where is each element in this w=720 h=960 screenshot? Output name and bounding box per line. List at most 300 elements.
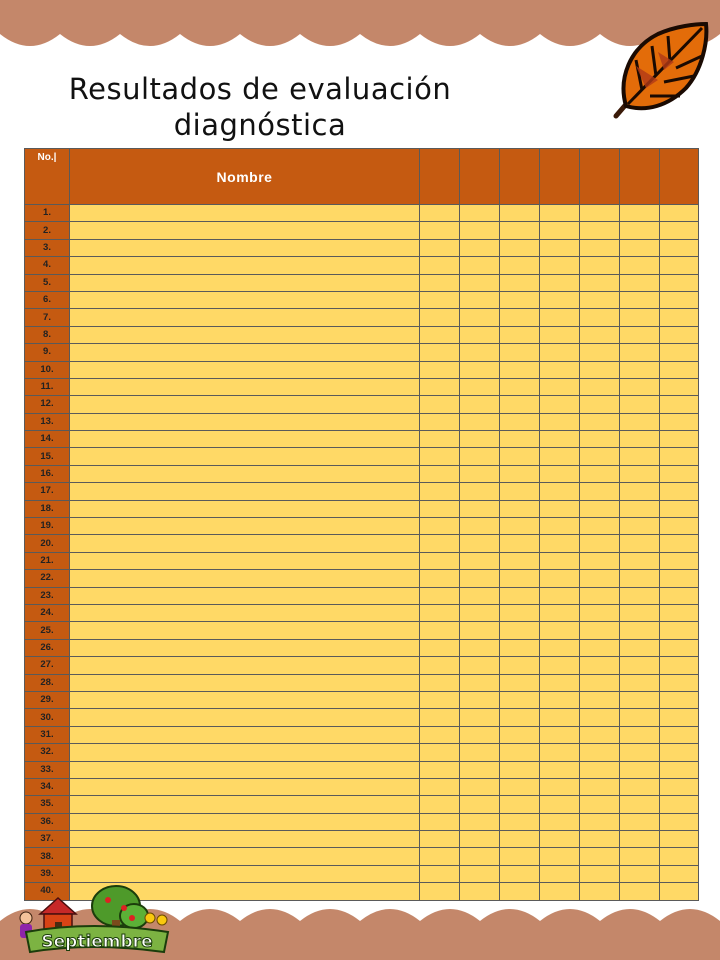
result-cell[interactable] [540,483,580,500]
result-cell[interactable] [580,448,620,465]
name-cell[interactable] [70,326,420,343]
result-cell[interactable] [420,344,460,361]
name-cell[interactable] [70,465,420,482]
result-cell[interactable] [620,622,660,639]
result-cell[interactable] [420,326,460,343]
result-cell[interactable] [580,848,620,865]
name-cell[interactable] [70,761,420,778]
name-cell[interactable] [70,778,420,795]
name-cell[interactable] [70,396,420,413]
result-cell[interactable] [500,431,540,448]
result-cell[interactable] [420,744,460,761]
name-cell[interactable] [70,274,420,291]
result-cell[interactable] [580,465,620,482]
result-cell[interactable] [660,205,699,222]
result-cell[interactable] [660,552,699,569]
result-cell[interactable] [420,848,460,865]
result-cell[interactable] [420,813,460,830]
result-cell[interactable] [620,483,660,500]
result-cell[interactable] [500,326,540,343]
result-cell[interactable] [540,431,580,448]
result-cell[interactable] [500,726,540,743]
result-cell[interactable] [420,257,460,274]
result-cell[interactable] [580,378,620,395]
name-cell[interactable] [70,291,420,308]
result-cell[interactable] [500,831,540,848]
result-cell[interactable] [620,761,660,778]
name-cell[interactable] [70,813,420,830]
result-cell[interactable] [500,813,540,830]
result-cell[interactable] [460,883,500,900]
result-cell[interactable] [500,274,540,291]
result-cell[interactable] [620,222,660,239]
result-cell[interactable] [580,570,620,587]
result-cell[interactable] [660,344,699,361]
name-cell[interactable] [70,222,420,239]
result-cell[interactable] [420,274,460,291]
result-cell[interactable] [420,431,460,448]
result-cell[interactable] [500,239,540,256]
result-cell[interactable] [620,291,660,308]
result-cell[interactable] [540,274,580,291]
result-cell[interactable] [460,326,500,343]
result-cell[interactable] [420,465,460,482]
result-cell[interactable] [580,205,620,222]
result-cell[interactable] [460,205,500,222]
result-cell[interactable] [620,518,660,535]
result-cell[interactable] [460,796,500,813]
name-cell[interactable] [70,848,420,865]
result-cell[interactable] [460,674,500,691]
result-cell[interactable] [420,222,460,239]
result-cell[interactable] [580,691,620,708]
result-cell[interactable] [460,570,500,587]
result-cell[interactable] [460,865,500,882]
result-cell[interactable] [620,326,660,343]
result-cell[interactable] [420,865,460,882]
result-cell[interactable] [660,691,699,708]
result-cell[interactable] [420,535,460,552]
result-cell[interactable] [660,865,699,882]
result-cell[interactable] [500,378,540,395]
result-cell[interactable] [420,500,460,517]
result-cell[interactable] [460,361,500,378]
result-cell[interactable] [500,691,540,708]
name-cell[interactable] [70,500,420,517]
name-cell[interactable] [70,378,420,395]
result-cell[interactable] [500,205,540,222]
result-cell[interactable] [540,831,580,848]
result-cell[interactable] [540,257,580,274]
result-cell[interactable] [460,744,500,761]
result-cell[interactable] [500,587,540,604]
result-cell[interactable] [420,361,460,378]
result-cell[interactable] [460,848,500,865]
result-cell[interactable] [420,796,460,813]
result-cell[interactable] [540,378,580,395]
result-cell[interactable] [540,309,580,326]
result-cell[interactable] [580,500,620,517]
result-cell[interactable] [580,239,620,256]
name-cell[interactable] [70,483,420,500]
result-cell[interactable] [500,883,540,900]
result-cell[interactable] [420,639,460,656]
result-cell[interactable] [500,604,540,621]
result-cell[interactable] [660,413,699,430]
result-cell[interactable] [580,778,620,795]
result-cell[interactable] [620,848,660,865]
result-cell[interactable] [620,361,660,378]
result-cell[interactable] [620,796,660,813]
result-cell[interactable] [500,413,540,430]
result-cell[interactable] [540,744,580,761]
result-cell[interactable] [620,657,660,674]
result-cell[interactable] [540,205,580,222]
result-cell[interactable] [580,761,620,778]
result-cell[interactable] [420,883,460,900]
name-cell[interactable] [70,239,420,256]
result-cell[interactable] [540,657,580,674]
result-cell[interactable] [620,709,660,726]
result-cell[interactable] [620,674,660,691]
name-cell[interactable] [70,431,420,448]
result-cell[interactable] [540,883,580,900]
result-cell[interactable] [460,396,500,413]
result-cell[interactable] [620,239,660,256]
result-cell[interactable] [580,361,620,378]
result-cell[interactable] [620,448,660,465]
result-cell[interactable] [420,205,460,222]
result-cell[interactable] [580,274,620,291]
result-cell[interactable] [620,465,660,482]
result-cell[interactable] [660,831,699,848]
result-cell[interactable] [660,483,699,500]
result-cell[interactable] [580,518,620,535]
result-cell[interactable] [420,604,460,621]
result-cell[interactable] [420,709,460,726]
result-cell[interactable] [580,291,620,308]
result-cell[interactable] [420,396,460,413]
result-cell[interactable] [660,848,699,865]
result-cell[interactable] [420,518,460,535]
result-cell[interactable] [660,813,699,830]
result-cell[interactable] [500,744,540,761]
result-cell[interactable] [500,518,540,535]
result-cell[interactable] [660,465,699,482]
name-cell[interactable] [70,587,420,604]
result-cell[interactable] [660,431,699,448]
result-cell[interactable] [620,431,660,448]
result-cell[interactable] [620,831,660,848]
result-cell[interactable] [620,744,660,761]
name-cell[interactable] [70,726,420,743]
result-cell[interactable] [540,848,580,865]
result-cell[interactable] [540,465,580,482]
result-cell[interactable] [620,257,660,274]
result-cell[interactable] [420,761,460,778]
result-cell[interactable] [660,761,699,778]
result-cell[interactable] [660,778,699,795]
result-cell[interactable] [460,535,500,552]
result-cell[interactable] [420,448,460,465]
result-cell[interactable] [420,291,460,308]
result-cell[interactable] [460,778,500,795]
result-cell[interactable] [420,674,460,691]
result-cell[interactable] [540,361,580,378]
result-cell[interactable] [460,726,500,743]
result-cell[interactable] [460,309,500,326]
result-cell[interactable] [460,604,500,621]
name-cell[interactable] [70,448,420,465]
result-cell[interactable] [540,865,580,882]
result-cell[interactable] [580,396,620,413]
result-cell[interactable] [420,831,460,848]
result-cell[interactable] [660,257,699,274]
result-cell[interactable] [500,465,540,482]
result-cell[interactable] [660,570,699,587]
result-cell[interactable] [500,657,540,674]
result-cell[interactable] [540,518,580,535]
result-cell[interactable] [620,205,660,222]
result-cell[interactable] [540,344,580,361]
result-cell[interactable] [540,326,580,343]
result-cell[interactable] [420,570,460,587]
result-cell[interactable] [580,552,620,569]
name-cell[interactable] [70,413,420,430]
result-cell[interactable] [620,309,660,326]
result-cell[interactable] [500,622,540,639]
result-cell[interactable] [580,796,620,813]
result-cell[interactable] [460,691,500,708]
name-cell[interactable] [70,657,420,674]
name-cell[interactable] [70,518,420,535]
result-cell[interactable] [620,500,660,517]
name-cell[interactable] [70,691,420,708]
name-cell[interactable] [70,309,420,326]
result-cell[interactable] [660,291,699,308]
result-cell[interactable] [460,552,500,569]
result-cell[interactable] [660,309,699,326]
result-cell[interactable] [660,222,699,239]
result-cell[interactable] [620,865,660,882]
result-cell[interactable] [580,726,620,743]
result-cell[interactable] [460,222,500,239]
result-cell[interactable] [660,518,699,535]
result-cell[interactable] [460,274,500,291]
result-cell[interactable] [540,674,580,691]
result-cell[interactable] [540,778,580,795]
result-cell[interactable] [660,535,699,552]
name-cell[interactable] [70,361,420,378]
result-cell[interactable] [620,570,660,587]
result-cell[interactable] [580,831,620,848]
result-cell[interactable] [500,309,540,326]
result-cell[interactable] [660,361,699,378]
result-cell[interactable] [500,448,540,465]
name-cell[interactable] [70,865,420,882]
result-cell[interactable] [460,239,500,256]
result-cell[interactable] [540,552,580,569]
result-cell[interactable] [460,431,500,448]
result-cell[interactable] [620,396,660,413]
result-cell[interactable] [460,639,500,656]
result-cell[interactable] [420,239,460,256]
result-cell[interactable] [460,257,500,274]
result-cell[interactable] [660,709,699,726]
result-cell[interactable] [660,639,699,656]
result-cell[interactable] [460,831,500,848]
result-cell[interactable] [620,604,660,621]
result-cell[interactable] [420,778,460,795]
result-cell[interactable] [580,865,620,882]
result-cell[interactable] [660,674,699,691]
result-cell[interactable] [500,257,540,274]
result-cell[interactable] [500,570,540,587]
name-cell[interactable] [70,604,420,621]
result-cell[interactable] [580,744,620,761]
result-cell[interactable] [540,726,580,743]
result-cell[interactable] [500,361,540,378]
result-cell[interactable] [460,709,500,726]
result-cell[interactable] [580,309,620,326]
name-cell[interactable] [70,552,420,569]
result-cell[interactable] [580,674,620,691]
result-cell[interactable] [460,761,500,778]
result-cell[interactable] [660,448,699,465]
result-cell[interactable] [660,239,699,256]
result-cell[interactable] [500,483,540,500]
result-cell[interactable] [540,413,580,430]
result-cell[interactable] [540,622,580,639]
result-cell[interactable] [580,413,620,430]
result-cell[interactable] [500,761,540,778]
result-cell[interactable] [420,622,460,639]
result-cell[interactable] [500,535,540,552]
result-cell[interactable] [420,587,460,604]
result-cell[interactable] [580,813,620,830]
result-cell[interactable] [660,726,699,743]
result-cell[interactable] [500,865,540,882]
result-cell[interactable] [660,622,699,639]
result-cell[interactable] [620,726,660,743]
result-cell[interactable] [420,378,460,395]
result-cell[interactable] [620,639,660,656]
name-cell[interactable] [70,535,420,552]
result-cell[interactable] [460,378,500,395]
result-cell[interactable] [420,691,460,708]
result-cell[interactable] [580,483,620,500]
result-cell[interactable] [620,552,660,569]
name-cell[interactable] [70,674,420,691]
result-cell[interactable] [660,378,699,395]
name-cell[interactable] [70,344,420,361]
result-cell[interactable] [620,344,660,361]
result-cell[interactable] [660,326,699,343]
result-cell[interactable] [620,691,660,708]
result-cell[interactable] [660,274,699,291]
result-cell[interactable] [500,778,540,795]
result-cell[interactable] [460,587,500,604]
result-cell[interactable] [580,326,620,343]
result-cell[interactable] [660,604,699,621]
result-cell[interactable] [460,448,500,465]
result-cell[interactable] [580,535,620,552]
result-cell[interactable] [540,239,580,256]
result-cell[interactable] [540,570,580,587]
result-cell[interactable] [540,587,580,604]
result-cell[interactable] [540,761,580,778]
result-cell[interactable] [540,813,580,830]
name-cell[interactable] [70,831,420,848]
result-cell[interactable] [660,744,699,761]
result-cell[interactable] [500,291,540,308]
result-cell[interactable] [500,639,540,656]
result-cell[interactable] [580,431,620,448]
result-cell[interactable] [620,587,660,604]
result-cell[interactable] [500,222,540,239]
result-cell[interactable] [540,448,580,465]
result-cell[interactable] [460,291,500,308]
result-cell[interactable] [620,778,660,795]
result-cell[interactable] [460,465,500,482]
result-cell[interactable] [580,257,620,274]
result-cell[interactable] [460,813,500,830]
name-cell[interactable] [70,570,420,587]
result-cell[interactable] [420,309,460,326]
result-cell[interactable] [460,413,500,430]
result-cell[interactable] [620,274,660,291]
name-cell[interactable] [70,257,420,274]
result-cell[interactable] [500,796,540,813]
result-cell[interactable] [500,709,540,726]
result-cell[interactable] [660,500,699,517]
result-cell[interactable] [420,726,460,743]
result-cell[interactable] [460,500,500,517]
result-cell[interactable] [540,291,580,308]
result-cell[interactable] [620,535,660,552]
result-cell[interactable] [500,396,540,413]
result-cell[interactable] [420,413,460,430]
result-cell[interactable] [580,344,620,361]
result-cell[interactable] [580,883,620,900]
result-cell[interactable] [580,657,620,674]
name-cell[interactable] [70,709,420,726]
result-cell[interactable] [660,796,699,813]
result-cell[interactable] [540,691,580,708]
name-cell[interactable] [70,744,420,761]
result-cell[interactable] [460,657,500,674]
result-cell[interactable] [420,657,460,674]
name-cell[interactable] [70,639,420,656]
result-cell[interactable] [620,813,660,830]
result-cell[interactable] [620,883,660,900]
result-cell[interactable] [540,222,580,239]
result-cell[interactable] [580,587,620,604]
result-cell[interactable] [660,587,699,604]
result-cell[interactable] [660,396,699,413]
result-cell[interactable] [460,483,500,500]
result-cell[interactable] [580,222,620,239]
result-cell[interactable] [500,848,540,865]
result-cell[interactable] [660,883,699,900]
result-cell[interactable] [420,483,460,500]
result-cell[interactable] [500,344,540,361]
result-cell[interactable] [460,518,500,535]
result-cell[interactable] [580,622,620,639]
result-cell[interactable] [540,639,580,656]
result-cell[interactable] [580,604,620,621]
result-cell[interactable] [540,396,580,413]
